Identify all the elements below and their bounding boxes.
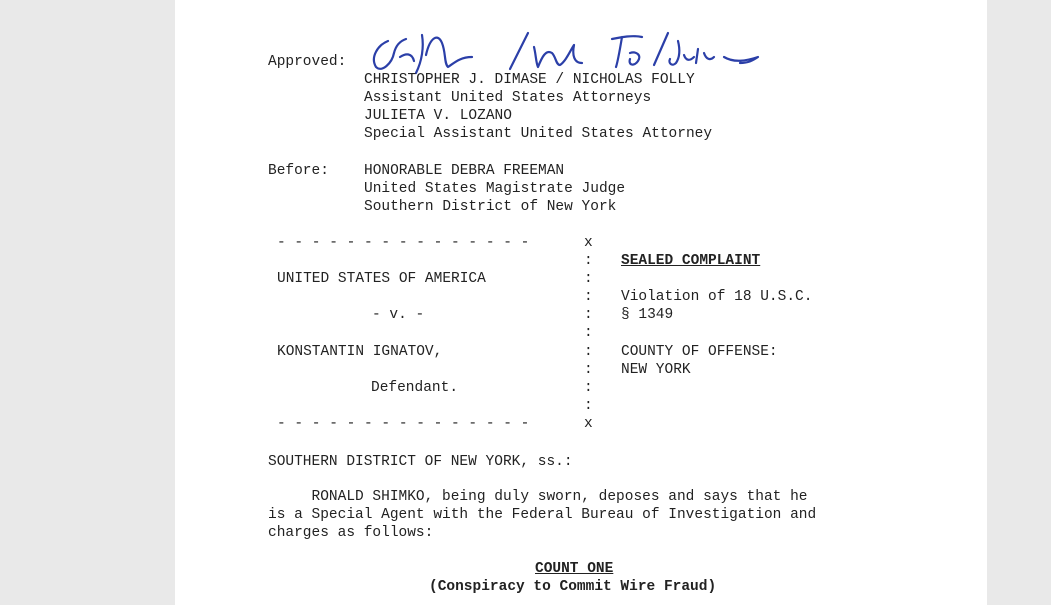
special-attorney-name: JULIETA V. LOZANO — [364, 108, 512, 124]
affidavit-line-2: is a Special Agent with the Federal Bureau of Investigation and — [268, 507, 817, 523]
caption-colon: : — [584, 307, 593, 323]
defendant-name: KONSTANTIN IGNATOV, — [277, 344, 443, 360]
affidavit-line-3: charges as follows: — [268, 525, 434, 541]
caption-colon: : — [584, 380, 593, 396]
judge-title: United States Magistrate Judge — [364, 181, 626, 197]
county-value: NEW YORK — [621, 362, 691, 378]
caption-colon: : — [584, 271, 593, 287]
judge-name: HONORABLE DEBRA FREEMAN — [364, 163, 565, 179]
caption-top-x: x — [584, 235, 593, 251]
caption-colon: : — [584, 398, 593, 414]
caption-colon: : — [584, 362, 593, 378]
county-label: COUNTY OF OFFENSE: — [621, 344, 778, 360]
count-subheading: (Conspiracy to Commit Wire Fraud) — [429, 579, 717, 595]
attorneys-title: Assistant United States Attorneys — [364, 90, 652, 106]
versus-label: - v. - — [372, 307, 425, 323]
document-title: SEALED COMPLAINT — [621, 253, 761, 269]
caption-bottom-x: x — [584, 416, 593, 432]
caption-colon: : — [584, 253, 593, 269]
caption-colon: : — [584, 325, 593, 341]
special-attorney-title: Special Assistant United States Attorney — [364, 126, 713, 142]
caption-top-dashes: - - - - - - - - - - - - - - - — [277, 235, 530, 251]
approved-label: Approved: — [268, 54, 347, 70]
attorneys-names: CHRISTOPHER J. DIMASE / NICHOLAS FOLLY — [364, 72, 695, 88]
document-page — [175, 0, 987, 605]
violation-line-1: Violation of 18 U.S.C. — [621, 289, 813, 305]
plaintiff-name: UNITED STATES OF AMERICA — [277, 271, 486, 287]
violation-line-2: § 1349 — [621, 307, 674, 323]
count-heading: COUNT ONE — [535, 561, 614, 577]
venue-line: SOUTHERN DISTRICT OF NEW YORK, ss.: — [268, 454, 573, 470]
judge-district: Southern District of New York — [364, 199, 617, 215]
affidavit-line-1: RONALD SHIMKO, being duly sworn, deposes and says that he — [268, 489, 808, 505]
before-label: Before: — [268, 163, 329, 179]
defendant-label: Defendant. — [371, 380, 459, 396]
caption-bottom-dashes: - - - - - - - - - - - - - - - — [277, 416, 530, 432]
caption-colon: : — [584, 289, 593, 305]
caption-colon: : — [584, 344, 593, 360]
attorney-signatures — [360, 27, 780, 75]
